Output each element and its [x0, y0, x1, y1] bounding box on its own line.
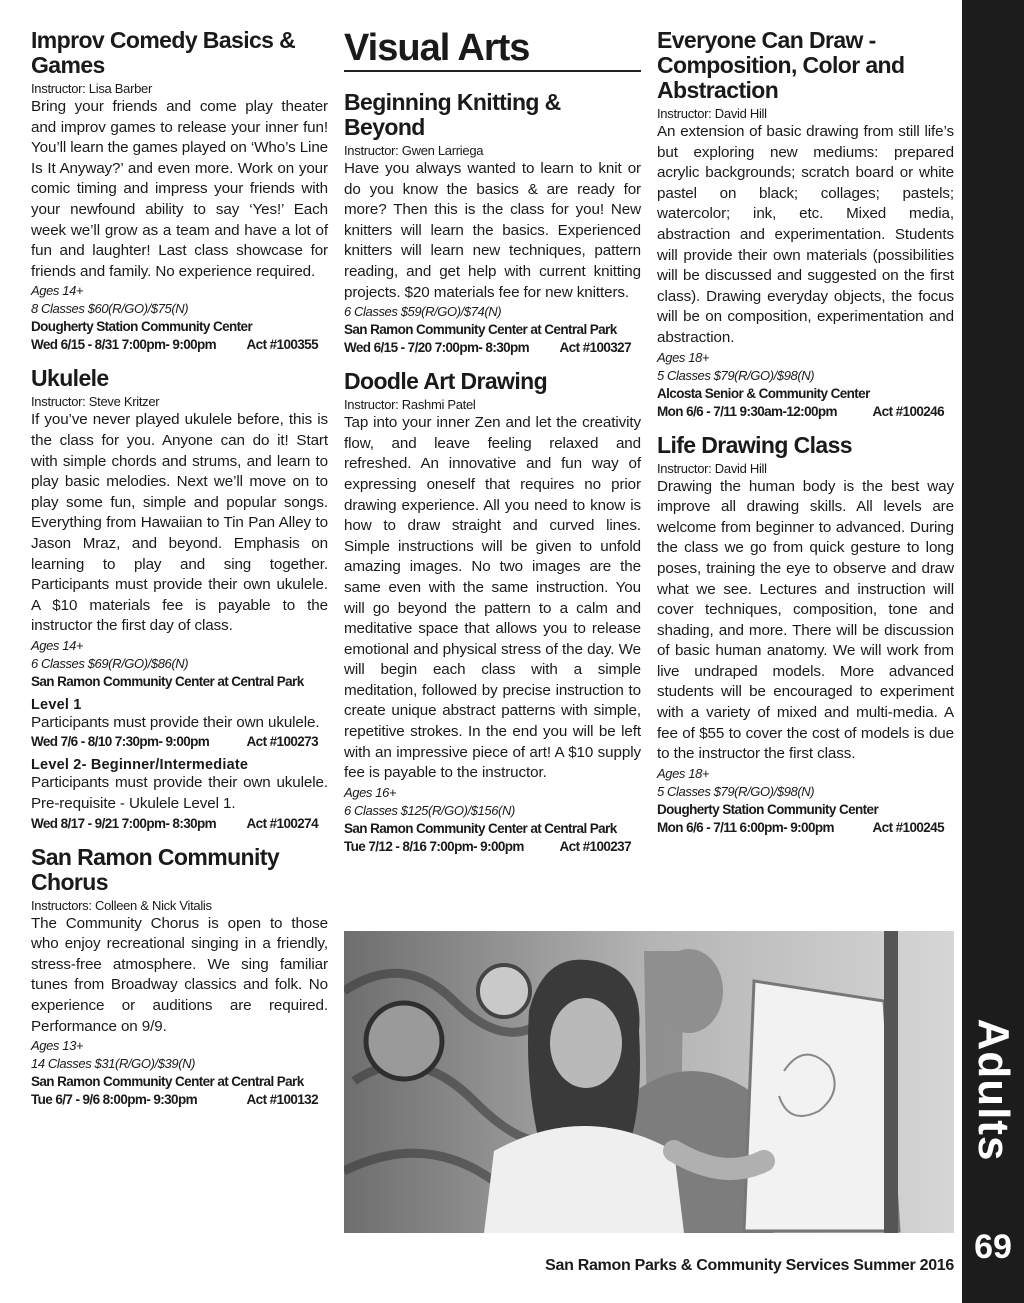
fees: 6 Classes $125(R/GO)/$156(N)	[344, 802, 515, 818]
instructor: Instructor: David Hill	[657, 460, 767, 476]
schedule: Wed 6/15 - 8/31 7:00pm- 9:00pm	[31, 337, 217, 353]
schedule-row	[657, 819, 954, 837]
class-title: Everyone Can Draw - Composition, Color and Abstraction	[657, 27, 905, 103]
location: San Ramon Community Center at Central Park	[31, 1074, 304, 1090]
level-description: Participants must provide their own ukulele.	[31, 713, 320, 731]
schedule: Mon 6/6 - 7/11 9:30am-12:00pm	[657, 403, 837, 419]
class-title: Improv Comedy Basics & Games	[31, 27, 296, 78]
fees: 6 Classes $69(R/GO)/$86(N)	[31, 655, 189, 671]
ages: Ages 18+	[657, 349, 710, 365]
location: San Ramon Community Center at Central Park	[344, 322, 617, 338]
schedule: Tue 6/7 - 9/6 8:00pm- 9:30pm	[31, 1092, 198, 1108]
ages: Ages 14+	[31, 283, 84, 299]
schedule-row	[31, 1091, 328, 1109]
schedule: Mon 6/6 - 7/11 6:00pm- 9:00pm	[657, 819, 834, 835]
level-description: Participants must provide their own ukulele. Pre-requisite - Ukulele Level 1.	[31, 774, 328, 813]
level-title: Level 2- Beginner/Intermediate	[31, 757, 249, 774]
schedule-row	[31, 336, 328, 354]
photo-illustration	[344, 931, 954, 1233]
instructor: Instructor: Gwen Larriega	[344, 143, 484, 158]
section-title: Visual Arts	[344, 28, 641, 72]
column-2	[344, 28, 641, 856]
location: San Ramon Community Center at Central Park	[31, 673, 304, 689]
location: Dougherty Station Community Center	[31, 319, 253, 335]
class-title: Beginning Knitting & Beyond	[344, 89, 561, 140]
ages: Ages 14+	[31, 637, 84, 653]
schedule-row	[657, 403, 954, 421]
class-description: Drawing the human body is the best way improve all drawing skills. All levels are welcome from beginner to advanced. During the class we go from quick gesture to long poses, training the eye to observe and draw what we see. Lectures and instruction will cover techniques, composition, tone and shading, and more. There will be discussion of basic human anatomy. We will work from live undraped models. More advanced students will be encouraged to experiment with a variety of mixed and multi-media. A fee of $55 to cover the cost of models is due to the instructor the first class.	[657, 477, 954, 763]
instructor: Instructor: Lisa Barber	[31, 81, 152, 96]
location: San Ramon Community Center at Central Park	[344, 820, 617, 836]
ages: Ages 18+	[657, 765, 710, 781]
instructor: Instructor: David Hill	[657, 106, 767, 121]
class-description: Tap into your inner Zen and let the creativity flow, and leave feeling relaxed and refreshed. An innovative and fun way of expressing oneself that requires no prior drawing experience. All you need to know is how to draw straight and curved lines. Simple instructions will be given to unfold amazing images. No two images are the same even with the same instruction. You will go beyond the pattern to a calm and meditative space that allows you to release emotional and physical stress of the day. We will begin each class with a simple meditation, followed by precise instruction to create unique abstract patterns with simple, repetitive strokes. In the end you will be left with an impressive piece of art! A $10 supply fee is payable to the instructor.	[344, 414, 641, 782]
schedule: Wed 6/15 - 7/20 7:00pm- 8:30pm	[344, 340, 530, 356]
location: Dougherty Station Community Center	[657, 801, 879, 817]
fees: 6 Classes $59(R/GO)/$74(N)	[344, 304, 502, 320]
column-3	[657, 28, 954, 837]
footer: San Ramon Parks & Community Services Summer 2016	[545, 1257, 954, 1274]
art-class-photo	[344, 931, 954, 1233]
activity-number: Act #100132	[246, 1092, 318, 1108]
activity-number: Act #100237	[559, 838, 631, 854]
schedule-row	[31, 815, 328, 833]
section-tab-label: Adults	[969, 1018, 1018, 1162]
location: Alcosta Senior & Community Center	[657, 385, 870, 401]
instructor: Instructors: Colleen & Nick Vitalis	[31, 897, 212, 913]
class-description: Bring your friends and come play theater and improv games to release your inner fun! You’ll learn the games played on ‘Who’s Line Is It Anyway?’ and even more. Work on your comic timing and impress your friends with your newfound ability to say ‘Yes!’ Each week we’ll grow as a team and have a lot of fun and laughter! Last class showcase for friends and family. No experience required.	[31, 98, 329, 280]
class-description: An extension of basic drawing from still life’s but exploring new mediums: prepared acrylic backgrounds; scratch board or white pastel on black; collages; pastels; watercolor; ink, etc. Mixed media, abstraction and experimentation. Students will provide their own materials (possibilities will be discussed and suggested on the first class). Drawing everyday objects, the focus will be on composition, experimentation and abstraction.	[657, 123, 954, 346]
page-number: 69	[974, 1228, 1012, 1266]
activity-number: Act #100327	[559, 340, 631, 356]
schedule: Tue 7/12 - 8/16 7:00pm- 9:00pm	[344, 838, 524, 854]
activity-number: Act #100355	[246, 337, 318, 353]
schedule-row	[344, 339, 641, 357]
schedule-row	[344, 838, 641, 856]
fees: 5 Classes $79(R/GO)/$98(N)	[657, 367, 815, 383]
class-title: San Ramon Community Chorus	[31, 843, 280, 895]
activity-number: Act #100273	[246, 734, 318, 750]
activity-number: Act #100246	[872, 403, 944, 419]
schedule: Wed 8/17 - 9/21 7:00pm- 8:30pm	[31, 815, 217, 831]
class-description: If you’ve never played ukulele before, this is the class for you. Anyone can do it! Start with simple chords and strums, and learn to play basic melodies. Next we’ll move on to play some fun, simple and popular songs. Everything from Hawaiian to Tin Pan Alley to Jason Mraz, and beyond. Emphasis on learning to play and sing together. Participants must provide their own ukulele. A $10 materials fee is payable to the instructor the first day of class.	[31, 411, 328, 635]
schedule: Wed 7/6 - 8/10 7:30pm- 9:00pm	[31, 734, 210, 750]
ages: Ages 13+	[31, 1038, 84, 1054]
class-title: Life Drawing Class	[657, 431, 852, 458]
instructor: Instructor: Steve Kritzer	[31, 394, 160, 410]
fees: 14 Classes $31(R/GO)/$39(N)	[31, 1056, 196, 1072]
ages: Ages 16+	[344, 784, 397, 800]
fees: 8 Classes $60(R/GO)/$75(N)	[31, 301, 189, 317]
class-description: Have you always wanted to learn to knit or do you know the basics & are ready for more? Then this is the class for you! New knitters will learn the basics. Experienced knitters will learn new techniques, pattern reading, and get help with current knitting projects. $20 materials fee for new knitters.	[344, 160, 641, 301]
activity-number: Act #100245	[872, 819, 944, 835]
activity-number: Act #100274	[246, 815, 318, 831]
class-description: The Community Chorus is open to those who enjoy recreational singing in a friendly, stress-free atmosphere. We sing familiar tunes from Broadway classics and folk. No experience or auditions are required. Performance on 9/9.	[31, 914, 328, 1035]
level-title: Level 1	[31, 696, 82, 713]
fees: 5 Classes $79(R/GO)/$98(N)	[657, 783, 815, 799]
instructor: Instructor: Rashmi Patel	[344, 397, 476, 413]
class-title: Doodle Art Drawing	[344, 368, 548, 395]
column-1	[31, 28, 328, 1109]
schedule-row	[31, 733, 328, 751]
class-title: Ukulele	[31, 365, 109, 392]
